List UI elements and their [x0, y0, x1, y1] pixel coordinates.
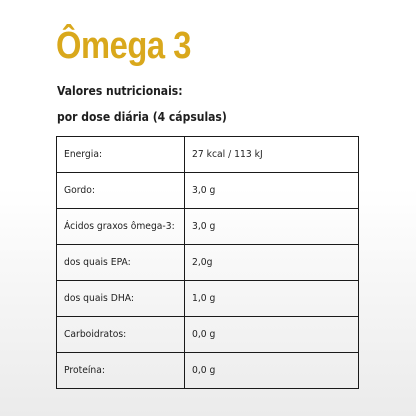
- row-label: dos quais EPA:: [64, 257, 131, 268]
- row-label-cell: [57, 317, 185, 353]
- row-value: 27 kcal / 113 kJ: [192, 149, 264, 160]
- row-value-cell: [185, 353, 359, 389]
- table-row: [57, 137, 359, 173]
- row-label: Proteína:: [64, 365, 105, 376]
- serving-info: por dose diária (4 cápsulas): [57, 110, 227, 124]
- row-label-cell: [57, 353, 185, 389]
- product-title: Ômega 3: [56, 25, 192, 67]
- table-row: [57, 317, 359, 353]
- row-label-cell: [57, 245, 185, 281]
- table-row: [57, 209, 359, 245]
- row-label-cell: [57, 137, 185, 173]
- table-row: [57, 173, 359, 209]
- row-label-cell: [57, 281, 185, 317]
- row-value-cell: [185, 173, 359, 209]
- row-value: 3,0 g: [192, 221, 216, 232]
- row-label-cell: [57, 209, 185, 245]
- row-value: 1,0 g: [192, 293, 216, 304]
- table-row: [57, 245, 359, 281]
- row-value-cell: [185, 137, 359, 173]
- nutrition-table: [56, 136, 359, 389]
- row-value-cell: [185, 317, 359, 353]
- row-label-cell: [57, 173, 185, 209]
- row-value-cell: [185, 281, 359, 317]
- nutrition-heading: Valores nutricionais:: [57, 84, 183, 98]
- row-value-cell: [185, 209, 359, 245]
- row-label: Carboidratos:: [64, 329, 127, 340]
- row-value: 0,0 g: [192, 365, 216, 376]
- row-value: 3,0 g: [192, 185, 216, 196]
- row-value-cell: [185, 245, 359, 281]
- row-value: 2,0g: [192, 257, 213, 268]
- table-row: [57, 281, 359, 317]
- row-label: Gordo:: [64, 185, 95, 196]
- row-label: Ácidos graxos ômega-3:: [64, 221, 175, 232]
- row-label: dos quais DHA:: [64, 293, 135, 304]
- row-label: Energia:: [64, 149, 103, 160]
- row-value: 0,0 g: [192, 329, 216, 340]
- table-row: [57, 353, 359, 389]
